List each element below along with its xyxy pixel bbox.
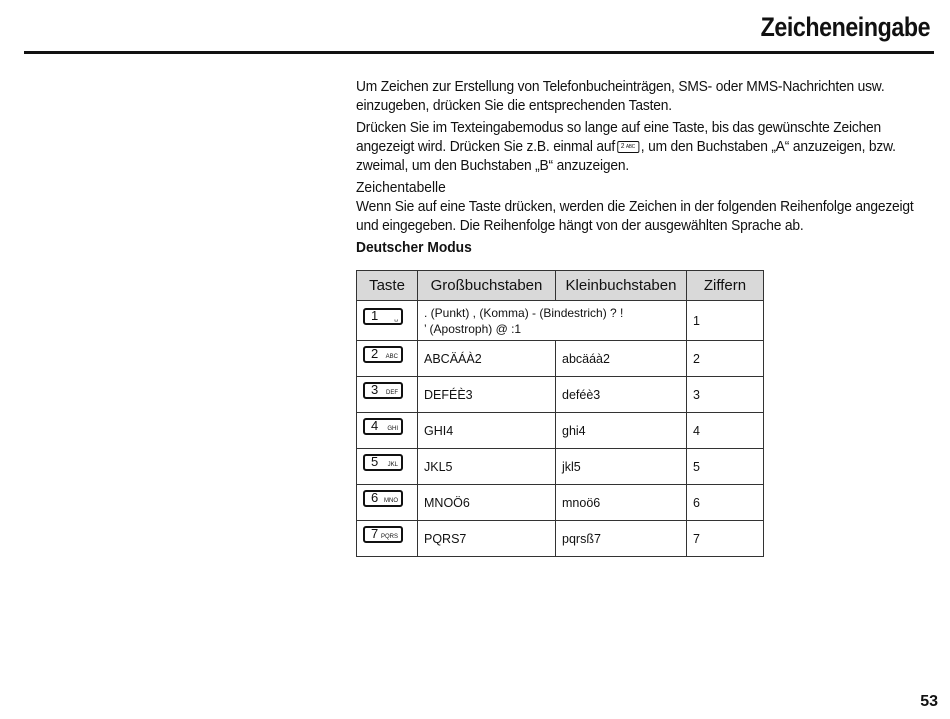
inline-key-number: 2: [620, 143, 625, 151]
digit-cell: 4: [687, 413, 764, 449]
key-cell: [357, 377, 418, 413]
digit-cell: 7: [687, 521, 764, 557]
key-6-icon: [363, 490, 403, 507]
key-letters: ABC: [385, 353, 398, 360]
col-header-key: Taste: [357, 271, 418, 301]
section-text: Wenn Sie auf eine Taste drücken, werden die Zeichen in der folgenden Reihenfolge angezeigt und eingegeben. Die Reihenfolge hängt von der ausgewählten Sprache ab.: [356, 198, 914, 234]
key-cell: [357, 521, 418, 557]
lower-cell: jkl5: [556, 449, 687, 485]
upper-cell: GHI4: [418, 413, 556, 449]
key-cell: [357, 449, 418, 485]
key-1-icon: [363, 308, 403, 325]
intro-section: [356, 77, 936, 263]
key-letters: ␣: [394, 315, 398, 322]
upper-cell: DEFÉÈ3: [418, 377, 556, 413]
col-header-digits: Ziffern: [687, 271, 764, 301]
key-number: 5: [371, 453, 379, 469]
mode-heading: Deutscher Modus: [356, 239, 472, 256]
col-header-lower: Kleinbuchstaben: [556, 271, 687, 301]
digit-cell: 1: [687, 301, 764, 341]
intro-paragraph-2: [356, 118, 926, 175]
digit-cell: 3: [687, 377, 764, 413]
key-5-icon: [363, 454, 403, 471]
key-cell: [357, 485, 418, 521]
table-row: [357, 449, 764, 485]
key-7-icon: [363, 526, 403, 543]
key-letters: DEF: [386, 389, 398, 396]
intro-paragraph-2-start: Drücken Sie im Texteingabemodus so lange auf eine Taste, bis das gewünschte Zeichen angezeigt wird. Drücken Sie z.B. einmal auf: [356, 119, 882, 155]
key-2-icon: [363, 346, 403, 363]
lower-cell: ghi4: [556, 413, 687, 449]
table-row: [357, 413, 764, 449]
header-divider: [24, 51, 934, 54]
key-number: 1: [371, 307, 379, 323]
key-number: 7: [371, 525, 379, 541]
key-2-icon: [617, 141, 639, 153]
upper-cell: PQRS7: [418, 521, 556, 557]
key-letters: PQRS: [380, 533, 398, 540]
key-cell: [357, 413, 418, 449]
key-cell: [357, 341, 418, 377]
table-row: [357, 485, 764, 521]
symbols-line-1: . (Punkt) , (Komma) - (Bindestrich) ? !: [424, 305, 624, 320]
key-3-icon: [363, 382, 403, 399]
key-letters: MNO: [384, 497, 398, 504]
key-number: 4: [371, 417, 379, 433]
upper-cell: ABCÄÁÀ2: [418, 341, 556, 377]
key-number: 3: [371, 381, 379, 397]
digit-cell: 6: [687, 485, 764, 521]
page-number: 53: [920, 693, 938, 710]
col-header-upper: Großbuchstaben: [418, 271, 556, 301]
character-table: [356, 270, 764, 557]
table-row: [357, 341, 764, 377]
symbols-cell: [418, 301, 687, 341]
section-title: Zeichentabelle: [356, 179, 446, 196]
lower-cell: pqrsß7: [556, 521, 687, 557]
page-title: Zeicheneingabe: [760, 12, 930, 42]
lower-cell: deféè3: [556, 377, 687, 413]
lower-cell: mnoö6: [556, 485, 687, 521]
digit-cell: 5: [687, 449, 764, 485]
key-letters: GHI: [387, 425, 398, 432]
key-number: 6: [371, 489, 379, 505]
key-4-icon: [363, 418, 403, 435]
lower-cell: abcäáà2: [556, 341, 687, 377]
upper-cell: MNOÖ6: [418, 485, 556, 521]
intro-paragraph-1: Um Zeichen zur Erstellung von Telefonbucheinträgen, SMS- oder MMS-Nachrichten usw. einzugeben, drücken Sie die entsprechenden Tasten.: [356, 78, 885, 114]
key-number: 2: [371, 345, 379, 361]
upper-cell: JKL5: [418, 449, 556, 485]
table-row: [357, 521, 764, 557]
symbols-line-2: ’ (Apostroph) @ :1: [424, 321, 522, 336]
digit-cell: 2: [687, 341, 764, 377]
intro-paragraph-2-end: , um den Buchstaben „A“ anzuzeigen, bzw. zweimal, um den Buchstaben „B“ anzuzeigen.: [356, 138, 896, 174]
inline-key-letters: ABC: [625, 144, 635, 151]
key-letters: JKL: [387, 461, 398, 468]
table-header-row: [357, 271, 764, 301]
table-row: [357, 301, 764, 341]
key-cell: [357, 301, 418, 341]
table-row: [357, 377, 764, 413]
